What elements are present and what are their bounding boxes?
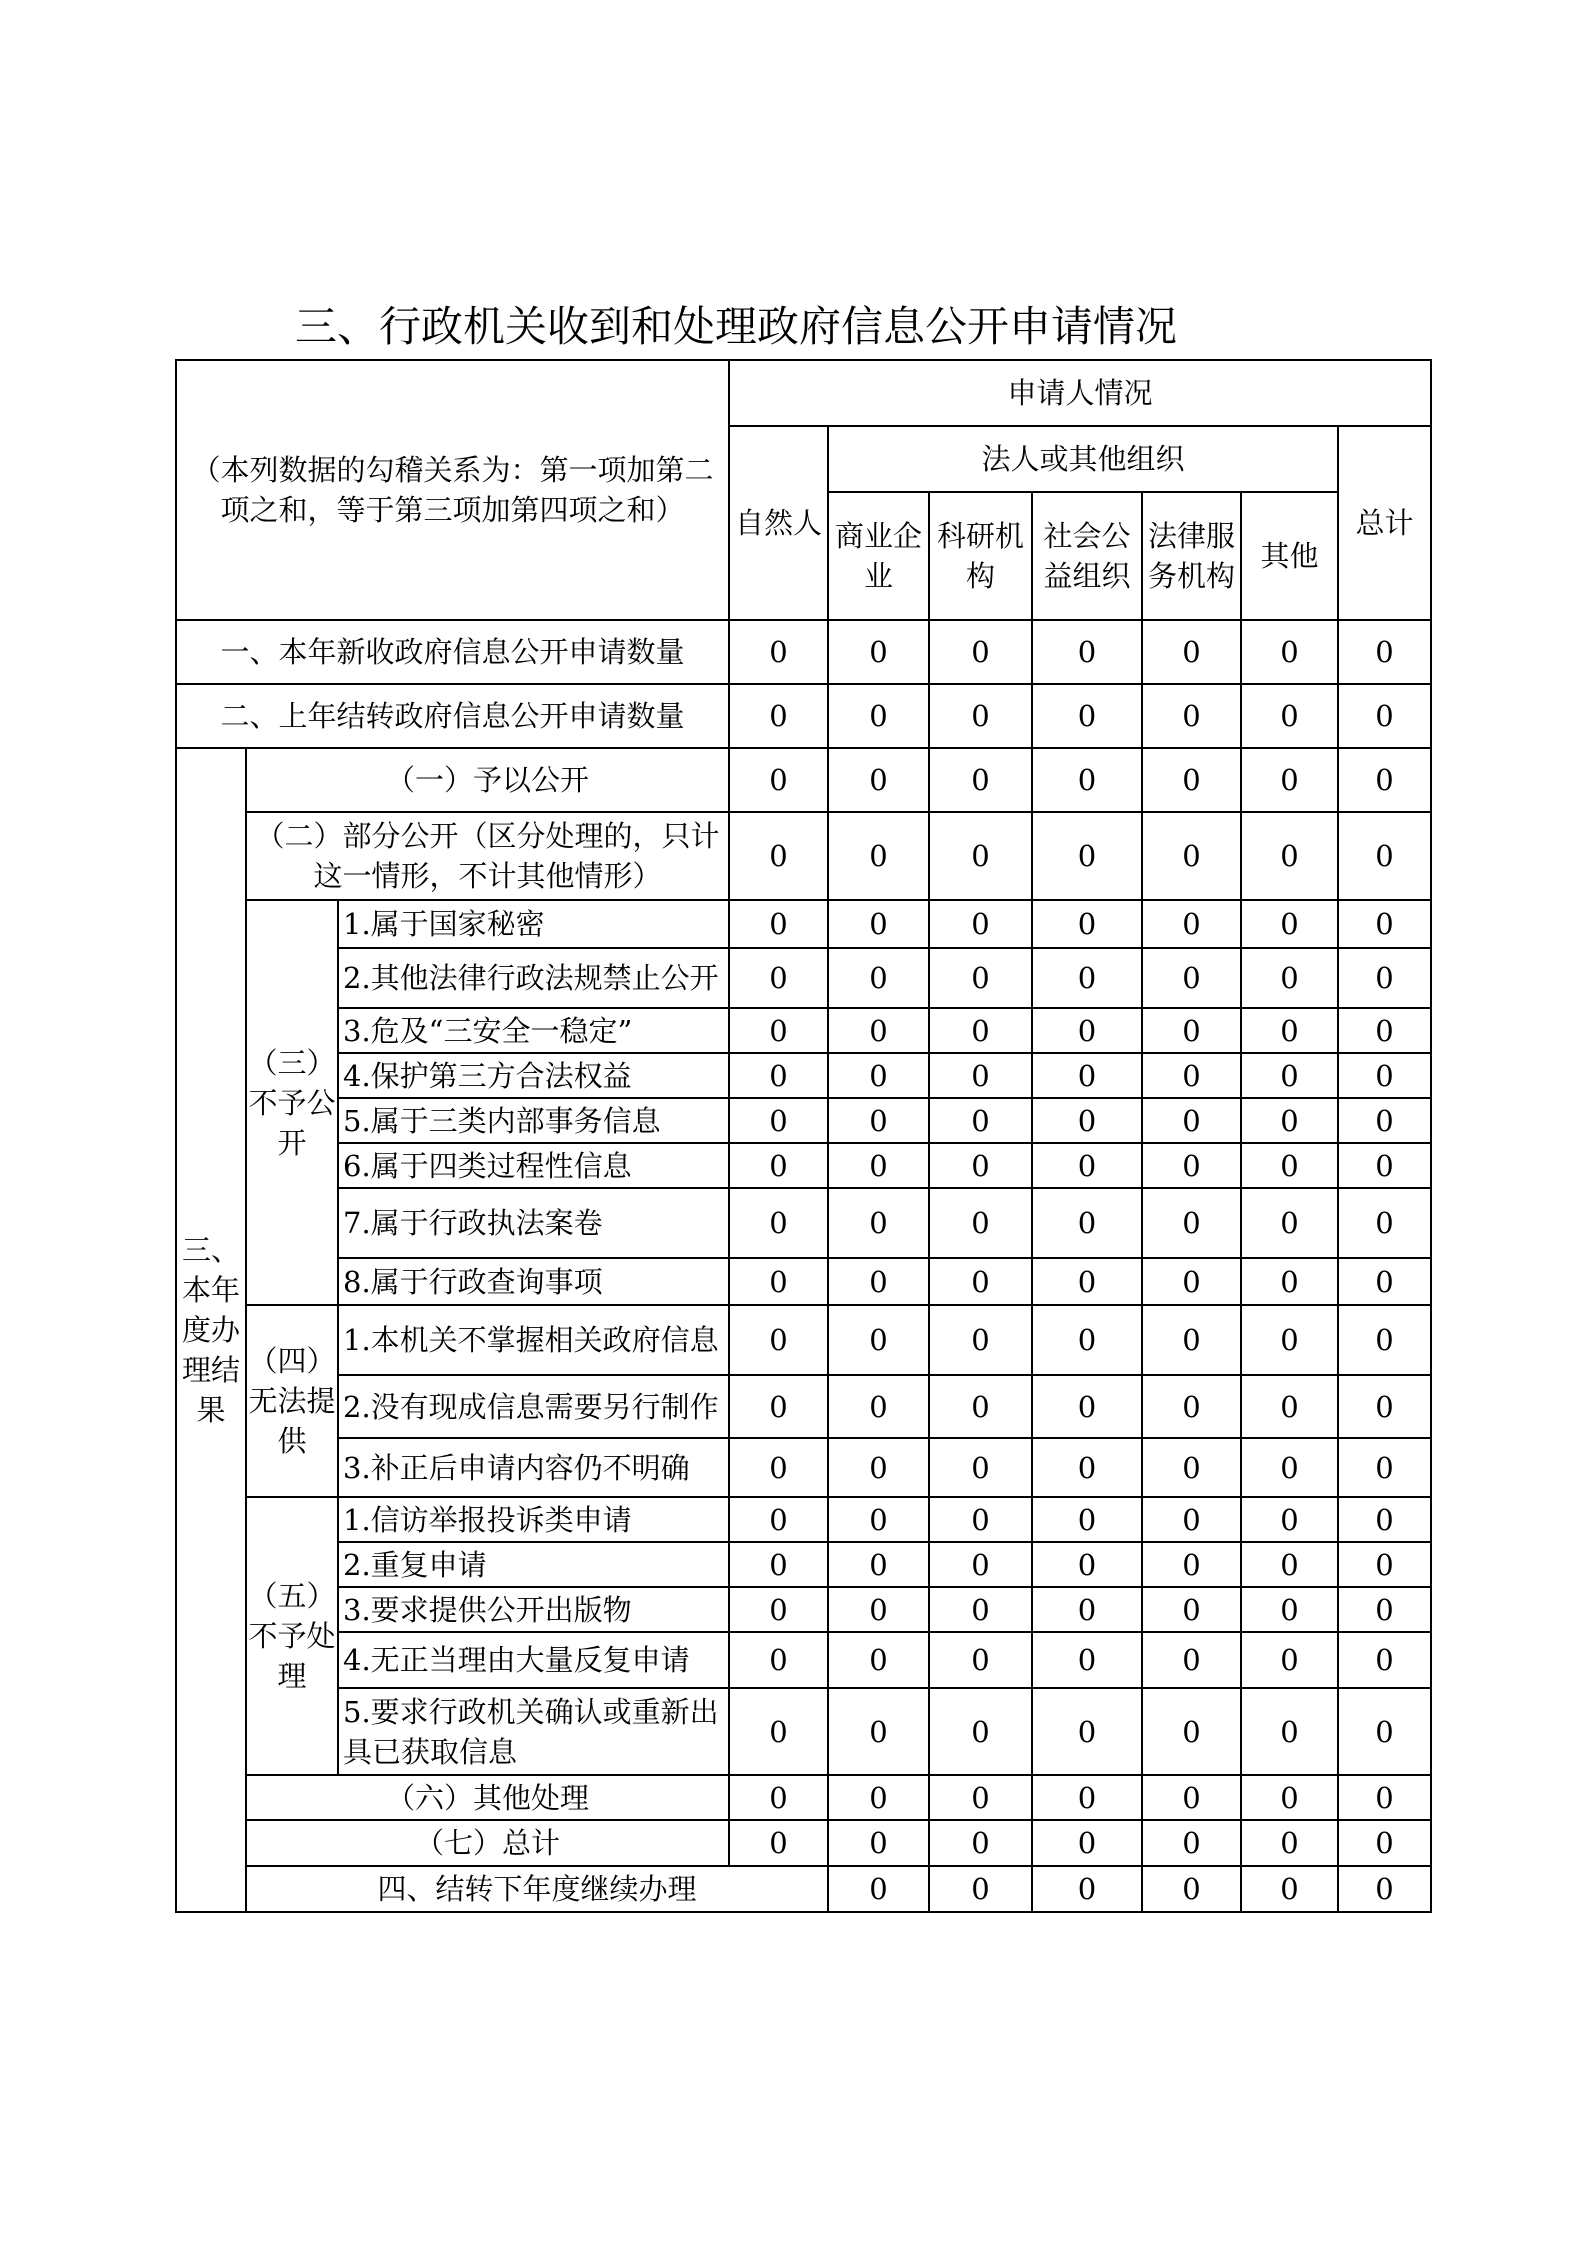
cell-value: 0 bbox=[929, 1632, 1032, 1688]
table-row bbox=[176, 948, 1431, 1008]
cell-value: 0 bbox=[729, 620, 828, 684]
cell-value: 0 bbox=[828, 684, 929, 748]
table-row bbox=[176, 1820, 1431, 1866]
cell-value: 0 bbox=[729, 1375, 828, 1438]
cell-value: 0 bbox=[729, 1008, 828, 1053]
cell-value: 0 bbox=[1241, 1497, 1338, 1542]
cell-value: 0 bbox=[929, 1053, 1032, 1098]
cell-value: 0 bbox=[1241, 1632, 1338, 1688]
row-label: （六）其他处理 bbox=[246, 1775, 729, 1820]
cell-value: 0 bbox=[1142, 1188, 1241, 1258]
cell-value: 0 bbox=[828, 948, 929, 1008]
cell-value: 0 bbox=[929, 1188, 1032, 1258]
cell-value: 0 bbox=[1241, 1587, 1338, 1632]
header-note: （本列数据的勾稽关系为：第一项加第二项之和，等于第三项加第四项之和） bbox=[176, 360, 729, 620]
row-label: 3.危及“三安全一稳定” bbox=[338, 1008, 729, 1053]
cell-value: 0 bbox=[1338, 1632, 1431, 1688]
row-label: 四、结转下年度继续办理 bbox=[246, 1866, 828, 1912]
col-welfare: 社会公益组织 bbox=[1032, 492, 1142, 620]
cell-value: 0 bbox=[1241, 948, 1338, 1008]
cell-value: 0 bbox=[1142, 1587, 1241, 1632]
cell-value: 0 bbox=[1142, 948, 1241, 1008]
table-row bbox=[176, 900, 1431, 948]
cell-value: 0 bbox=[1142, 900, 1241, 948]
row-label: 2.没有现成信息需要另行制作 bbox=[338, 1375, 729, 1438]
cell-value: 0 bbox=[929, 1497, 1032, 1542]
cell-value: 0 bbox=[729, 1053, 828, 1098]
row-label: 二、上年结转政府信息公开申请数量 bbox=[176, 684, 729, 748]
cell-value: 0 bbox=[1032, 748, 1142, 812]
cell-value: 0 bbox=[1338, 1542, 1431, 1587]
cell-value: 0 bbox=[828, 1775, 929, 1820]
cell-value: 0 bbox=[828, 1438, 929, 1497]
cell-value: 0 bbox=[828, 1143, 929, 1188]
cell-value: 0 bbox=[729, 684, 828, 748]
table-row bbox=[176, 1542, 1431, 1587]
cell-value: 0 bbox=[1032, 1438, 1142, 1497]
cell-value: 0 bbox=[1338, 812, 1431, 900]
cell-value: 0 bbox=[1142, 1866, 1241, 1912]
row-label: 8.属于行政查询事项 bbox=[338, 1258, 729, 1305]
cell-value: 0 bbox=[1241, 1098, 1338, 1143]
col-business: 商业企业 bbox=[828, 492, 929, 620]
cell-value: 0 bbox=[729, 748, 828, 812]
cell-value: 0 bbox=[929, 1143, 1032, 1188]
cell-value: 0 bbox=[1032, 900, 1142, 948]
cell-value: 0 bbox=[1338, 1775, 1431, 1820]
cell-value: 0 bbox=[929, 1688, 1032, 1775]
cell-value: 0 bbox=[1032, 1820, 1142, 1866]
cell-value: 0 bbox=[1032, 948, 1142, 1008]
row-label: 5.要求行政机关确认或重新出具已获取信息 bbox=[338, 1688, 729, 1775]
cell-value: 0 bbox=[929, 684, 1032, 748]
cell-value: 0 bbox=[1241, 900, 1338, 948]
cell-value: 0 bbox=[1241, 1688, 1338, 1775]
group-5-label: （五）不予处理 bbox=[246, 1497, 338, 1775]
cell-value: 0 bbox=[1241, 1188, 1338, 1258]
cell-value: 0 bbox=[929, 1542, 1032, 1587]
cell-value: 0 bbox=[1241, 1820, 1338, 1866]
group-4-label: （四）无法提供 bbox=[246, 1305, 338, 1497]
cell-value: 0 bbox=[1338, 748, 1431, 812]
table-row bbox=[176, 684, 1431, 748]
section-3-label: 三、本年度办理结果 bbox=[176, 748, 246, 1912]
table-row bbox=[176, 1587, 1431, 1632]
col-research: 科研机构 bbox=[929, 492, 1032, 620]
cell-value: 0 bbox=[729, 1497, 828, 1542]
cell-value: 0 bbox=[1338, 1497, 1431, 1542]
cell-value: 0 bbox=[1032, 1587, 1142, 1632]
cell-value: 0 bbox=[1241, 1008, 1338, 1053]
cell-value: 0 bbox=[1338, 1258, 1431, 1305]
cell-value: 0 bbox=[929, 1258, 1032, 1305]
cell-value: 0 bbox=[1338, 1143, 1431, 1188]
cell-value: 0 bbox=[1338, 1688, 1431, 1775]
cell-value: 0 bbox=[929, 900, 1032, 948]
cell-value: 0 bbox=[729, 900, 828, 948]
cell-value: 0 bbox=[828, 1542, 929, 1587]
table-row bbox=[176, 1258, 1431, 1305]
cell-value: 0 bbox=[729, 1632, 828, 1688]
page-title: 三、行政机关收到和处理政府信息公开申请情况 bbox=[295, 302, 1178, 351]
cell-value: 0 bbox=[1142, 748, 1241, 812]
row-label: 6.属于四类过程性信息 bbox=[338, 1143, 729, 1188]
cell-value: 0 bbox=[828, 1820, 929, 1866]
row-label: 一、本年新收政府信息公开申请数量 bbox=[176, 620, 729, 684]
cell-value: 0 bbox=[1142, 1632, 1241, 1688]
cell-value: 0 bbox=[828, 1632, 929, 1688]
cell-value: 0 bbox=[828, 1188, 929, 1258]
cell-value: 0 bbox=[929, 812, 1032, 900]
row-label: 2.其他法律行政法规禁止公开 bbox=[338, 948, 729, 1008]
row-label: （一）予以公开 bbox=[246, 748, 729, 812]
cell-value: 0 bbox=[1142, 1688, 1241, 1775]
cell-value: 0 bbox=[1142, 1098, 1241, 1143]
cell-value: 0 bbox=[1241, 1258, 1338, 1305]
cell-value: 0 bbox=[1241, 1053, 1338, 1098]
cell-value: 0 bbox=[729, 1188, 828, 1258]
row-label: 7.属于行政执法案卷 bbox=[338, 1188, 729, 1258]
cell-value: 0 bbox=[1241, 1438, 1338, 1497]
cell-value: 0 bbox=[1338, 1375, 1431, 1438]
cell-value: 0 bbox=[1142, 812, 1241, 900]
cell-value: 0 bbox=[1338, 684, 1431, 748]
cell-value: 0 bbox=[1142, 1497, 1241, 1542]
row-label: 4.保护第三方合法权益 bbox=[338, 1053, 729, 1098]
table-row bbox=[176, 1688, 1431, 1775]
cell-value: 0 bbox=[1241, 1542, 1338, 1587]
cell-value: 0 bbox=[1032, 812, 1142, 900]
table-row bbox=[176, 1632, 1431, 1688]
cell-value: 0 bbox=[1338, 620, 1431, 684]
table-row bbox=[176, 1053, 1431, 1098]
cell-value: 0 bbox=[828, 748, 929, 812]
col-total: 总计 bbox=[1338, 426, 1431, 620]
row-label: 1.本机关不掌握相关政府信息 bbox=[338, 1305, 729, 1375]
cell-value: 0 bbox=[1338, 1820, 1431, 1866]
row-label: 3.要求提供公开出版物 bbox=[338, 1587, 729, 1632]
header-applicant: 申请人情况 bbox=[729, 360, 1431, 426]
cell-value: 0 bbox=[929, 948, 1032, 1008]
cell-value: 0 bbox=[729, 1820, 828, 1866]
cell-value: 0 bbox=[729, 812, 828, 900]
cell-value: 0 bbox=[929, 1820, 1032, 1866]
cell-value: 0 bbox=[1032, 1775, 1142, 1820]
cell-value: 0 bbox=[1032, 1258, 1142, 1305]
cell-value: 0 bbox=[1338, 900, 1431, 948]
cell-value: 0 bbox=[828, 1258, 929, 1305]
cell-value: 0 bbox=[729, 1688, 828, 1775]
table-row bbox=[176, 1866, 1431, 1912]
cell-value: 0 bbox=[1338, 1438, 1431, 1497]
row-label: （七）总计 bbox=[246, 1820, 729, 1866]
cell-value: 0 bbox=[1142, 1775, 1241, 1820]
cell-value: 0 bbox=[828, 1866, 929, 1912]
cell-value: 0 bbox=[828, 1053, 929, 1098]
cell-value: 0 bbox=[1241, 748, 1338, 812]
cell-value: 0 bbox=[929, 1008, 1032, 1053]
table-row bbox=[176, 1497, 1431, 1542]
cell-value: 0 bbox=[729, 1143, 828, 1188]
cell-value: 0 bbox=[929, 1587, 1032, 1632]
col-other: 其他 bbox=[1241, 492, 1338, 620]
cell-value: 0 bbox=[929, 1305, 1032, 1375]
cell-value: 0 bbox=[1032, 1008, 1142, 1053]
cell-value: 0 bbox=[729, 948, 828, 1008]
cell-value: 0 bbox=[1241, 1143, 1338, 1188]
cell-value: 0 bbox=[1338, 1866, 1431, 1912]
cell-value: 0 bbox=[929, 1438, 1032, 1497]
cell-value: 0 bbox=[1338, 1098, 1431, 1143]
row-label: （二）部分公开（区分处理的，只计这一情形，不计其他情形） bbox=[246, 812, 729, 900]
row-label: 1.属于国家秘密 bbox=[338, 900, 729, 948]
table-row bbox=[176, 1008, 1431, 1053]
cell-value: 0 bbox=[729, 1258, 828, 1305]
cell-value: 0 bbox=[729, 1587, 828, 1632]
col-legal-service: 法律服务机构 bbox=[1142, 492, 1241, 620]
cell-value: 0 bbox=[1142, 1008, 1241, 1053]
cell-value: 0 bbox=[828, 1305, 929, 1375]
cell-value: 0 bbox=[1142, 620, 1241, 684]
cell-value: 0 bbox=[1338, 1305, 1431, 1375]
cell-value: 0 bbox=[1032, 1305, 1142, 1375]
cell-value: 0 bbox=[1142, 1438, 1241, 1497]
table-row bbox=[176, 812, 1431, 900]
cell-value: 0 bbox=[1241, 620, 1338, 684]
table-row bbox=[176, 1098, 1431, 1143]
cell-value: 0 bbox=[929, 1866, 1032, 1912]
col-natural: 自然人 bbox=[729, 426, 828, 620]
cell-value: 0 bbox=[828, 620, 929, 684]
cell-value: 0 bbox=[929, 1375, 1032, 1438]
cell-value: 0 bbox=[1241, 1375, 1338, 1438]
cell-value: 0 bbox=[729, 1098, 828, 1143]
cell-value: 0 bbox=[729, 1305, 828, 1375]
cell-value: 0 bbox=[1338, 1188, 1431, 1258]
cell-value: 0 bbox=[1142, 1143, 1241, 1188]
cell-value: 0 bbox=[1241, 1866, 1338, 1912]
cell-value: 0 bbox=[1032, 1542, 1142, 1587]
cell-value: 0 bbox=[1338, 1008, 1431, 1053]
cell-value: 0 bbox=[828, 1008, 929, 1053]
cell-value: 0 bbox=[1142, 1542, 1241, 1587]
cell-value: 0 bbox=[929, 748, 1032, 812]
cell-value: 0 bbox=[1032, 1866, 1142, 1912]
group-3-label: （三）不予公开 bbox=[246, 900, 338, 1305]
cell-value: 0 bbox=[828, 1688, 929, 1775]
cell-value: 0 bbox=[1142, 1375, 1241, 1438]
cell-value: 0 bbox=[1032, 1053, 1142, 1098]
cell-value: 0 bbox=[1142, 684, 1241, 748]
cell-value: 0 bbox=[1338, 948, 1431, 1008]
cell-value: 0 bbox=[1241, 684, 1338, 748]
cell-value: 0 bbox=[828, 900, 929, 948]
cell-value: 0 bbox=[929, 1098, 1032, 1143]
cell-value: 0 bbox=[729, 1775, 828, 1820]
cell-value: 0 bbox=[828, 1587, 929, 1632]
cell-value: 0 bbox=[1241, 1775, 1338, 1820]
cell-value: 0 bbox=[1142, 1053, 1241, 1098]
table-row bbox=[176, 1188, 1431, 1258]
cell-value: 0 bbox=[828, 1497, 929, 1542]
header-legal-group: 法人或其他组织 bbox=[828, 426, 1338, 492]
table-row bbox=[176, 620, 1431, 684]
cell-value: 0 bbox=[1032, 1098, 1142, 1143]
cell-value: 0 bbox=[729, 1542, 828, 1587]
row-label: 2.重复申请 bbox=[338, 1542, 729, 1587]
cell-value: 0 bbox=[1032, 1143, 1142, 1188]
cell-value: 0 bbox=[1241, 1305, 1338, 1375]
cell-value: 0 bbox=[1338, 1587, 1431, 1632]
table-row bbox=[176, 1375, 1431, 1438]
cell-value: 0 bbox=[1032, 620, 1142, 684]
cell-value: 0 bbox=[828, 812, 929, 900]
table-row bbox=[176, 1438, 1431, 1497]
table-row bbox=[176, 1305, 1431, 1375]
row-label: 3.补正后申请内容仍不明确 bbox=[338, 1438, 729, 1497]
cell-value: 0 bbox=[929, 620, 1032, 684]
cell-value: 0 bbox=[929, 1775, 1032, 1820]
table-row bbox=[176, 1775, 1431, 1820]
cell-value: 0 bbox=[1032, 684, 1142, 748]
cell-value: 0 bbox=[729, 1438, 828, 1497]
table-row bbox=[176, 1143, 1431, 1188]
cell-value: 0 bbox=[1032, 1688, 1142, 1775]
cell-value: 0 bbox=[1241, 812, 1338, 900]
table-row bbox=[176, 748, 1431, 812]
cell-value: 0 bbox=[1032, 1632, 1142, 1688]
cell-value: 0 bbox=[1142, 1258, 1241, 1305]
cell-value: 0 bbox=[1032, 1497, 1142, 1542]
cell-value: 0 bbox=[1142, 1820, 1241, 1866]
cell-value: 0 bbox=[828, 1098, 929, 1143]
cell-value: 0 bbox=[1032, 1188, 1142, 1258]
row-label: 1.信访举报投诉类申请 bbox=[338, 1497, 729, 1542]
cell-value: 0 bbox=[1338, 1053, 1431, 1098]
row-label: 5.属于三类内部事务信息 bbox=[338, 1098, 729, 1143]
cell-value: 0 bbox=[1032, 1375, 1142, 1438]
row-label: 4.无正当理由大量反复申请 bbox=[338, 1632, 729, 1688]
cell-value: 0 bbox=[1142, 1305, 1241, 1375]
statistics-table bbox=[175, 359, 1432, 1913]
cell-value: 0 bbox=[828, 1375, 929, 1438]
